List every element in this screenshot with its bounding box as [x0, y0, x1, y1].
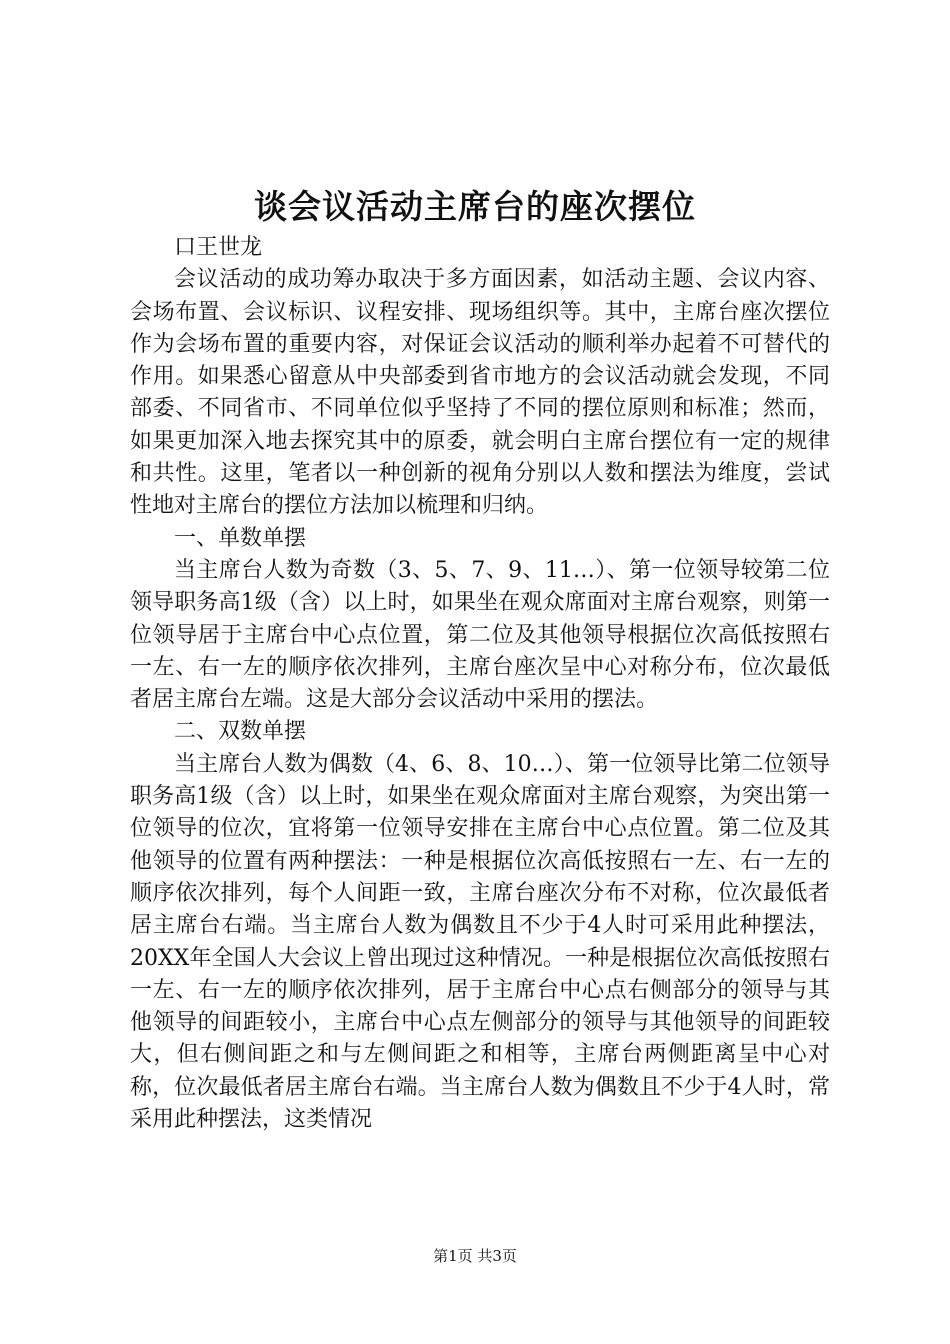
section-heading-odd: 一、单数单摆: [174, 525, 307, 551]
section-heading-even: 二、双数单摆: [174, 719, 307, 745]
section-paragraph-even: 当主席台人数为偶数（4、6、8、10…）、第一位领导比第二位领导职务高1级（含）以上时，如果坐在观众席面对主席台观察，为突出第一位领导的位次，宜将第一位领导安排在主席台中心点位置。第二位及其他领导的位置有两种摆法：一种是根据位次高低按照右一左、右一左的顺序依次排列，每个人间距一致，主席台座次分布不对称，位次最低者居主席台右端。当主席台人数为偶数且不少于4人时可采用此种摆法，20XX年全国人大会议上曾出现过这种情况。一种是根据位次高低按照右一左、右一左的顺序依次排列，居于主席台中心点右侧部分的领导与其他领导的间距较小，主席台中心点左侧部分的领导与其他领导的间距较大，但右侧间距之和与左侧间距之和相等，主席台两侧距离呈中心对称，位次最低者居主席台右端。当主席台人数为偶数且不少于4人时，常采用此种摆法，这类情况: [130, 751, 830, 1133]
author-line: 口王世龙: [174, 235, 263, 260]
document-body: [130, 232, 830, 1136]
intro-paragraph: 会议活动的成功筹办取决于多方面因素，如活动主题、会议内容、会场布置、会议标识、议程安排、现场组织等。其中，主席台座次摆位作为会场布置的重要内容，对保证会议活动的顺利举办起着不可替代的作用。如果悉心留意从中央部委到省市地方的会议活动就会发现，不同部委、不同省市、不同单位似乎坚持了不同的摆位原则和标准；然而，如果更加深入地去探究其中的原委，就会明白主席台摆位有一定的规律和共性。这里，笔者以一种创新的视角分别以人数和摆法为维度，尝试性地对主席台的摆位方法加以梳理和归纳。: [130, 267, 830, 519]
section-paragraph-odd: 当主席台人数为奇数（3、5、7、9、11…）、第一位领导较第二位领导职务高1级（含）以上时，如果坐在观众席面对主席台观察，则第一位领导居于主席台中心点位置，第二位及其他领导根据位次高低按照右一左、右一左的顺序依次排列，主席台座次呈中心对称分布，位次最低者居主席台左端。这是大部分会议活动中采用的摆法。: [130, 557, 830, 713]
document-title: 谈会议活动主席台的座次摆位: [254, 187, 696, 226]
page-footer: 第1页 共3页: [433, 1247, 517, 1265]
